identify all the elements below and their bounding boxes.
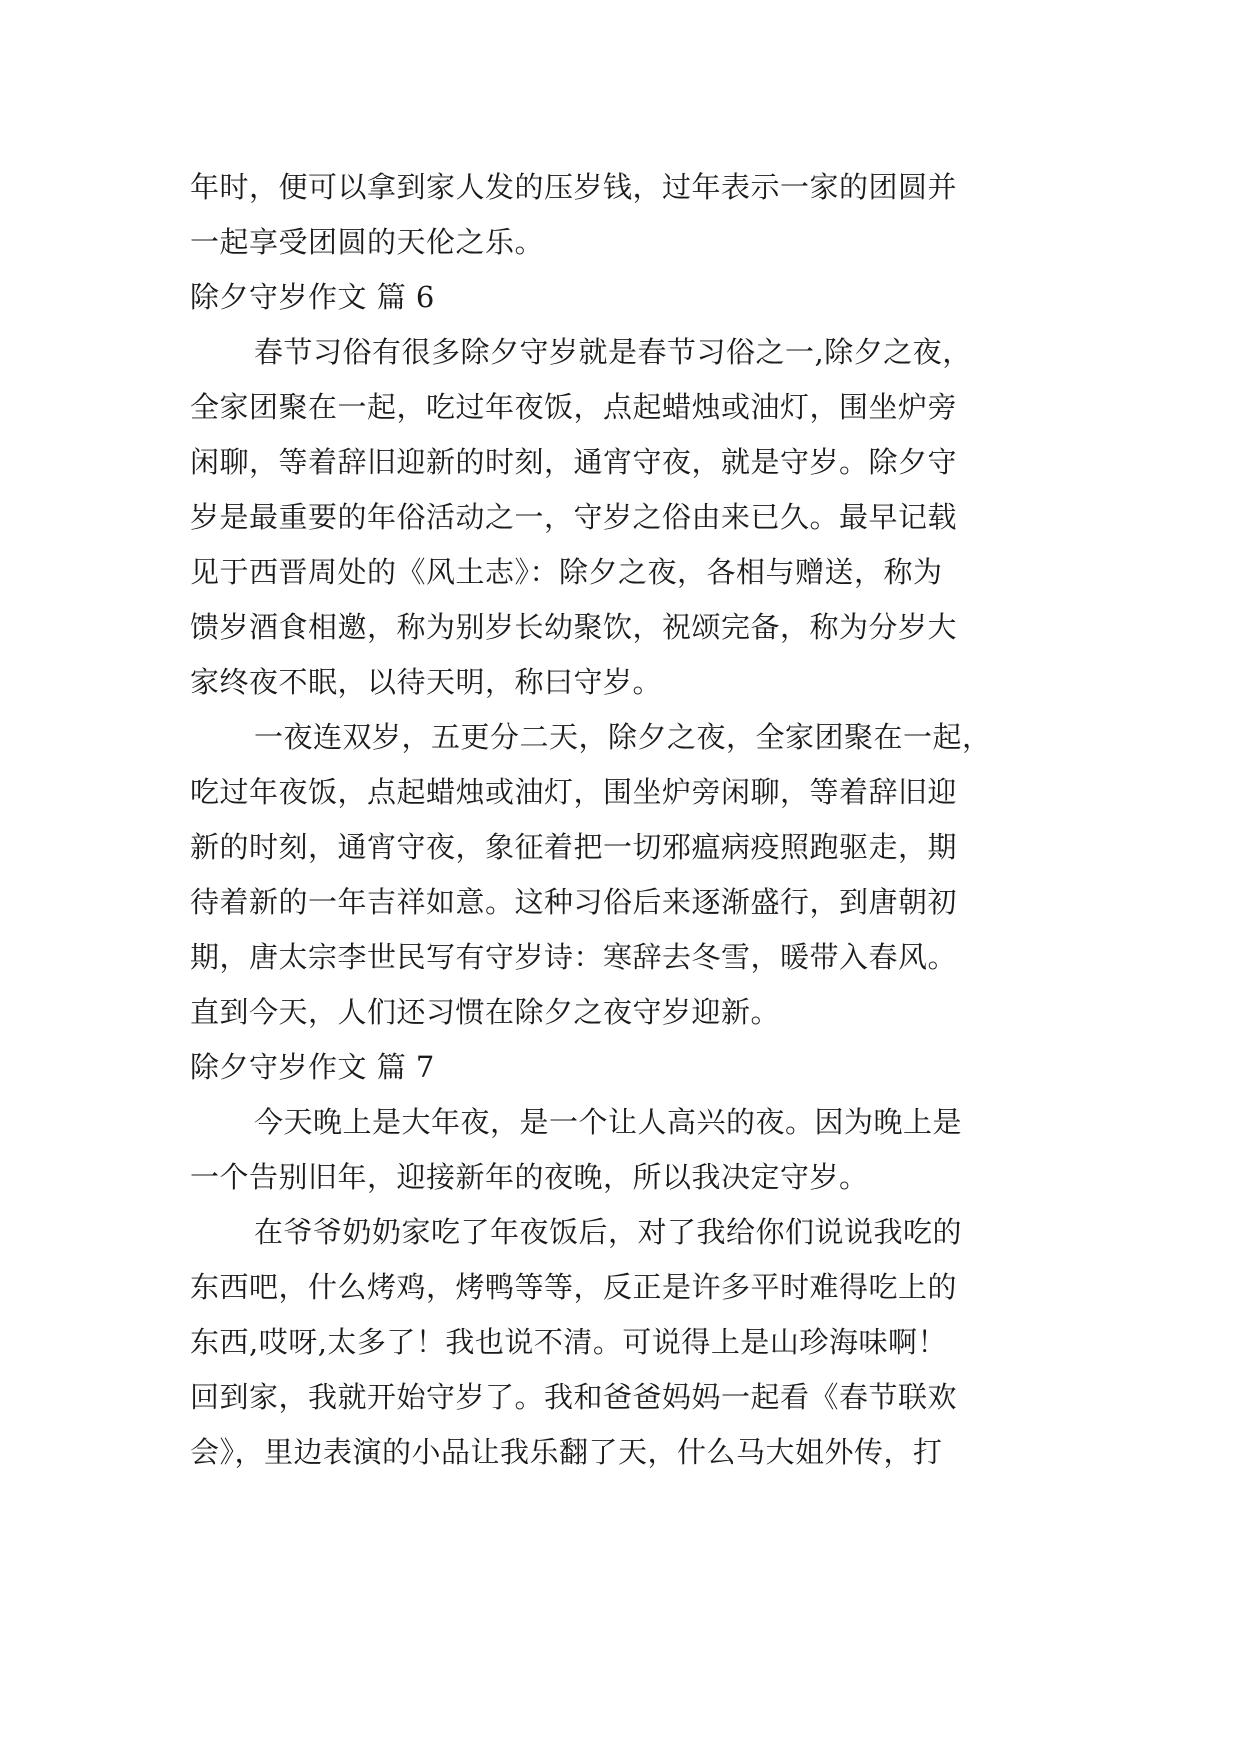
section-heading: 除夕守岁作文 篇 6 <box>190 280 435 314</box>
text-line: 东西吧，什么烤鸡，烤鸭等等，反正是许多平时难得吃上的 <box>190 1270 958 1304</box>
text-line: 家终夜不眠，以待天明，称曰守岁。 <box>190 665 663 699</box>
text-line: 一起享受团圆的天伦之乐。 <box>190 225 545 259</box>
text-line: 期，唐太宗李世民写有守岁诗：寒辞去冬雪，暖带入春风。 <box>190 940 958 974</box>
section-7 <box>190 1040 1070 1480</box>
text-line: 今天晚上是大年夜，是一个让人高兴的夜。因为晚上是 <box>254 1105 963 1139</box>
paragraph <box>190 1095 1070 1205</box>
text-line: 吃过年夜饭，点起蜡烛或油灯，围坐炉旁闲聊，等着辞旧迎 <box>190 775 958 809</box>
text-line: 一夜连双岁，五更分二天，除夕之夜，全家团聚在一起， <box>254 720 992 754</box>
paragraph <box>190 710 1070 1040</box>
document-body <box>190 160 1070 1480</box>
paragraph <box>190 325 1070 710</box>
text-line: 回到家，我就开始守岁了。我和爸爸妈妈一起看《春节联欢 <box>190 1380 958 1414</box>
paragraph <box>190 1205 1070 1480</box>
text-line: 年时，便可以拿到家人发的压岁钱，过年表示一家的团圆并 <box>190 170 958 204</box>
intro-paragraph <box>190 160 1070 270</box>
text-line: 直到今天，人们还习惯在除夕之夜守岁迎新。 <box>190 995 781 1029</box>
text-line: 待着新的一年吉祥如意。这种习俗后来逐渐盛行，到唐朝初 <box>190 885 958 919</box>
text-line: 见于西晋周处的《风土志》：除夕之夜，各相与赠送，称为 <box>190 555 943 589</box>
text-line: 新的时刻，通宵守夜，象征着把一切邪瘟病疫照跑驱走，期 <box>190 830 958 864</box>
text-line: 一个告别旧年，迎接新年的夜晚，所以我决定守岁。 <box>190 1160 869 1194</box>
text-line: 会》，里边表演的小品让我乐翻了天，什么马大姐外传，打 <box>190 1435 943 1469</box>
text-line: 在爷爷奶奶家吃了年夜饭后，对了我给你们说说我吃的 <box>254 1215 963 1249</box>
text-line: 春节习俗有很多除夕守岁就是春节习俗之一,除夕之夜， <box>254 335 972 369</box>
text-line: 馈岁酒食相邀，称为别岁长幼聚饮，祝颂完备，称为分岁大 <box>190 610 958 644</box>
text-line: 全家团聚在一起，吃过年夜饭，点起蜡烛或油灯，围坐炉旁 <box>190 390 958 424</box>
section-6 <box>190 270 1070 1040</box>
text-line: 岁是最重要的年俗活动之一，守岁之俗由来已久。最早记载 <box>190 500 958 534</box>
section-heading: 除夕守岁作文 篇 7 <box>190 1050 435 1084</box>
text-line: 闲聊，等着辞旧迎新的时刻，通宵守夜，就是守岁。除夕守 <box>190 445 958 479</box>
text-line: 东西,哎呀,太多了！我也说不清。可说得上是山珍海味啊！ <box>190 1325 947 1359</box>
